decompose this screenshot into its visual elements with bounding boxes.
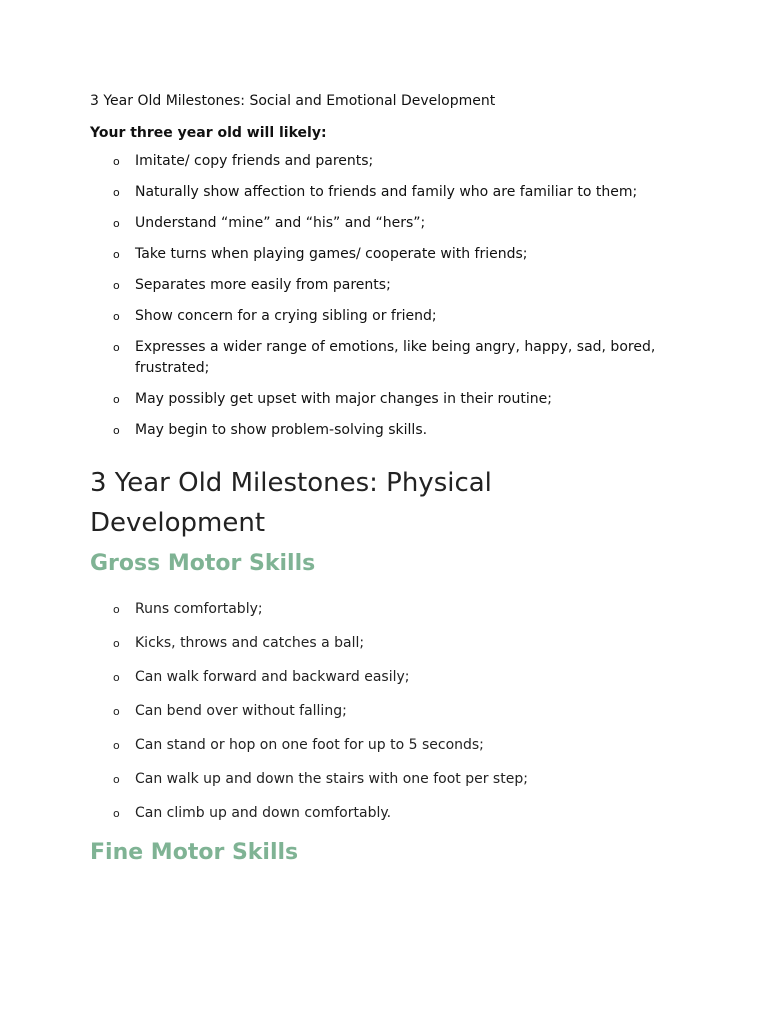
list-item: o Runs comfortably; [90, 599, 670, 620]
list-item: o Naturally show affection to friends and family who are familiar to them; [90, 182, 670, 203]
bullet-icon: o [113, 217, 120, 230]
bullet-icon: o [113, 341, 120, 354]
list-item: o Understand “mine” and “his” and “hers”; [90, 213, 670, 234]
bullet-icon: o [113, 155, 120, 168]
list-item: o Kicks, throws and catches a ball; [90, 633, 670, 654]
social-milestones-list [90, 151, 670, 441]
list-item: o Can climb up and down comfortably. [90, 803, 670, 824]
bullet-icon: o [113, 671, 120, 684]
bullet-icon: o [113, 773, 120, 786]
fine-motor-heading: Fine Motor Skills [90, 840, 299, 865]
list-item: o Separates more easily from parents; [90, 275, 670, 296]
list-item: o May possibly get upset with major changes in their routine; [90, 389, 670, 410]
bullet-icon: o [113, 393, 120, 406]
list-item: o Take turns when playing games/ cooperate with friends; [90, 244, 670, 265]
list-item: o Imitate/ copy friends and parents; [90, 151, 670, 172]
list-item: o Can bend over without falling; [90, 701, 670, 722]
physical-section-heading: 3 Year Old Milestones: Physical Development [90, 468, 492, 538]
list-item: o May begin to show problem-solving skills. [90, 420, 670, 441]
document-page [90, 92, 670, 868]
gross-motor-list [90, 599, 670, 824]
list-item: o Expresses a wider range of emotions, like being angry, happy, sad, bored, frustrated; [113, 339, 656, 376]
social-section-title: 3 Year Old Milestones: Social and Emotional Development [90, 93, 496, 109]
list-item: o Show concern for a crying sibling or friend; [90, 306, 670, 327]
bullet-icon: o [113, 279, 120, 292]
bullet-icon: o [113, 705, 120, 718]
bullet-icon: o [113, 186, 120, 199]
bullet-icon: o [113, 248, 120, 261]
gross-motor-heading: Gross Motor Skills [90, 551, 316, 576]
list-item: o Can stand or hop on one foot for up to 5 seconds; [90, 735, 670, 756]
social-lead-text: Your three year old will likely: [90, 125, 327, 141]
bullet-icon: o [113, 424, 120, 437]
bullet-icon: o [113, 637, 120, 650]
list-item: o Can walk up and down the stairs with one foot per step; [90, 769, 670, 790]
bullet-icon: o [113, 807, 120, 820]
bullet-icon: o [113, 310, 120, 323]
list-item: o Can walk forward and backward easily; [90, 667, 670, 688]
bullet-icon: o [113, 739, 120, 752]
bullet-icon: o [113, 603, 120, 616]
